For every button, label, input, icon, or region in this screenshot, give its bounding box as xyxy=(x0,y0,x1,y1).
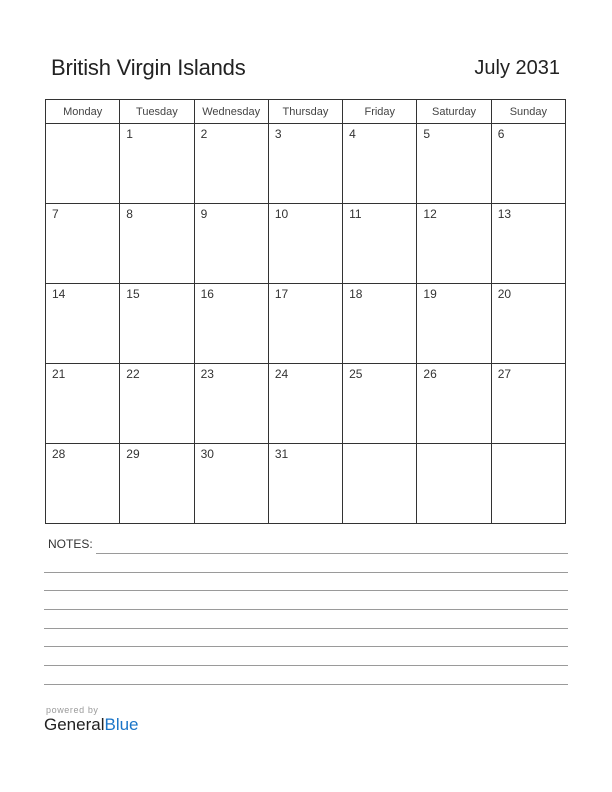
note-line xyxy=(44,665,568,666)
day-cell xyxy=(343,444,417,524)
day-cell: 7 xyxy=(46,204,120,284)
week-row xyxy=(46,364,566,444)
day-cell xyxy=(491,444,565,524)
week-row xyxy=(46,284,566,364)
day-cell: 23 xyxy=(194,364,268,444)
day-cell: 2 xyxy=(194,124,268,204)
note-line xyxy=(44,609,568,610)
note-line xyxy=(44,628,568,629)
calendar-grid xyxy=(45,99,566,524)
day-cell: 26 xyxy=(417,364,491,444)
day-cell: 5 xyxy=(417,124,491,204)
note-line xyxy=(44,646,568,647)
day-cell: 14 xyxy=(46,284,120,364)
day-cell xyxy=(417,444,491,524)
day-cell: 1 xyxy=(120,124,194,204)
week-row xyxy=(46,444,566,524)
day-cell: 13 xyxy=(491,204,565,284)
brand-name-blue: Blue xyxy=(104,715,139,734)
weekday-header-friday: Friday xyxy=(343,100,417,124)
brand-name-general: General xyxy=(44,715,105,734)
weekday-header-thursday: Thursday xyxy=(268,100,342,124)
day-cell: 16 xyxy=(194,284,268,364)
day-cell: 19 xyxy=(417,284,491,364)
brand-name xyxy=(44,715,139,735)
weekday-header-row xyxy=(46,100,566,124)
note-line xyxy=(96,553,568,554)
day-cell: 12 xyxy=(417,204,491,284)
day-cell: 10 xyxy=(268,204,342,284)
day-cell: 25 xyxy=(343,364,417,444)
notes-label: NOTES: xyxy=(48,537,93,551)
week-row xyxy=(46,124,566,204)
day-cell: 18 xyxy=(343,284,417,364)
day-cell: 20 xyxy=(491,284,565,364)
powered-by-label: powered by xyxy=(46,705,99,715)
day-cell: 3 xyxy=(268,124,342,204)
day-cell: 31 xyxy=(268,444,342,524)
day-cell: 8 xyxy=(120,204,194,284)
day-cell: 30 xyxy=(194,444,268,524)
week-row xyxy=(46,204,566,284)
day-cell: 27 xyxy=(491,364,565,444)
weekday-header-saturday: Saturday xyxy=(417,100,491,124)
day-cell: 11 xyxy=(343,204,417,284)
note-line xyxy=(44,572,568,573)
day-cell: 9 xyxy=(194,204,268,284)
day-cell: 17 xyxy=(268,284,342,364)
day-cell: 15 xyxy=(120,284,194,364)
weekday-header-sunday: Sunday xyxy=(491,100,565,124)
day-cell: 24 xyxy=(268,364,342,444)
weekday-header-tuesday: Tuesday xyxy=(120,100,194,124)
day-cell: 22 xyxy=(120,364,194,444)
weekday-header-monday: Monday xyxy=(46,100,120,124)
day-cell: 29 xyxy=(120,444,194,524)
generalblue-logo xyxy=(44,705,139,735)
weekday-header-wednesday: Wednesday xyxy=(194,100,268,124)
calendar-title: British Virgin Islands xyxy=(51,55,246,80)
day-cell: 21 xyxy=(46,364,120,444)
day-cell: 4 xyxy=(343,124,417,204)
note-line xyxy=(44,590,568,591)
note-line xyxy=(44,684,568,685)
day-cell xyxy=(46,124,120,204)
day-cell: 6 xyxy=(491,124,565,204)
day-cell: 28 xyxy=(46,444,120,524)
month-year-label: July 2031 xyxy=(474,57,560,79)
